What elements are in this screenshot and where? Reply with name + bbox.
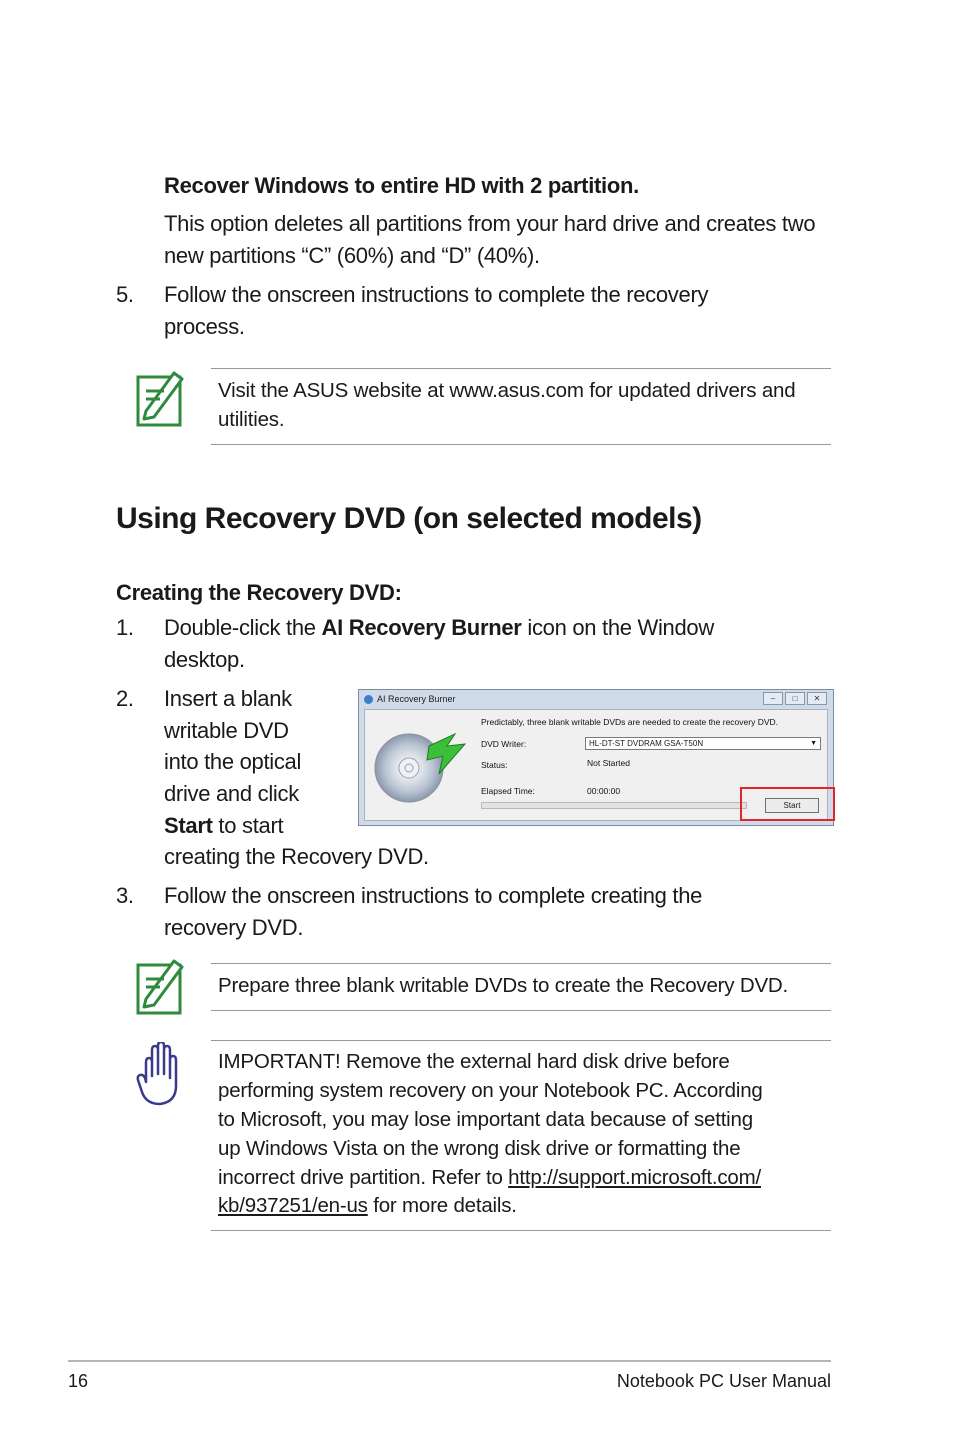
step-2-line-5 — [164, 810, 283, 842]
progress-bar — [481, 802, 747, 809]
note-2-text: Prepare three blank writable DVDs to create the Recovery DVD. — [218, 974, 789, 997]
elapsed-time-value: 00:00:00 — [587, 786, 621, 796]
important-line-6 — [218, 1191, 517, 1220]
step-2-text-after: to start — [212, 813, 284, 838]
dvd-disc-icon — [373, 720, 469, 808]
maximize-icon[interactable]: □ — [785, 692, 805, 705]
elapsed-time-label: Elapsed Time: — [481, 786, 535, 796]
step-1-text: Double-click the — [164, 615, 322, 640]
minimize-icon[interactable]: – — [763, 692, 783, 705]
step-2-line-4: drive and click — [164, 781, 299, 806]
note-1-line-2: utilities. — [218, 408, 285, 431]
important-line-2: performing system recovery on your Notebook PC. According — [218, 1079, 763, 1102]
step-2-line-6: creating the Recovery DVD. — [164, 844, 429, 869]
step-2-line-3: into the optical — [164, 749, 302, 774]
microsoft-support-link-continued[interactable]: kb/937251/en-us — [218, 1194, 368, 1217]
step-1-line-2: desktop. — [164, 647, 245, 672]
start-button-highlight — [740, 787, 835, 821]
step-1-line-1 — [164, 612, 714, 644]
option-description-line-2: new partitions “C” (60%) and “D” (40%). — [164, 243, 540, 268]
step-2-bold: Start — [164, 813, 213, 838]
step-2-line-1: Insert a blank — [164, 686, 292, 711]
status-value: Not Started — [587, 758, 630, 768]
important-bottom-rule — [211, 1230, 831, 1231]
important-line-3: to Microsoft, you may lose important data because of setting — [218, 1108, 753, 1131]
start-button[interactable]: Start — [765, 798, 819, 813]
step-3-line-2: recovery DVD. — [164, 915, 304, 940]
dvd-writer-select[interactable] — [585, 737, 821, 750]
subheading: Creating the Recovery DVD: — [116, 580, 402, 605]
step-5-line-1: Follow the onscreen instructions to complete the recovery — [164, 282, 709, 307]
section-title: Using Recovery DVD (on selected models) — [116, 502, 702, 535]
important-line-1: IMPORTANT! Remove the external hard disk drive before — [218, 1050, 730, 1073]
microsoft-support-link[interactable]: http://support.microsoft.com/ — [508, 1166, 761, 1189]
app-icon — [364, 695, 373, 704]
important-text-after: for more details. — [367, 1194, 517, 1217]
note-1-bottom-rule — [211, 444, 831, 445]
step-5-line-2: process. — [164, 314, 245, 339]
footer-rule — [68, 1360, 831, 1362]
close-icon[interactable]: ✕ — [807, 692, 827, 705]
note-pencil-icon — [136, 369, 184, 427]
manual-title: Notebook PC User Manual — [616, 1371, 831, 1391]
hand-icon — [136, 1042, 182, 1106]
dvd-requirement-message: Predictably, three blank writable DVDs are needed to create the recovery DVD. — [481, 717, 779, 727]
note-pencil-icon — [136, 957, 184, 1015]
note-2-bottom-rule — [211, 1010, 831, 1011]
step-1-number: 1. — [116, 615, 134, 640]
note-1-top-rule — [211, 368, 831, 369]
window-controls — [763, 692, 827, 705]
step-2-line-2: writable DVD — [164, 718, 289, 743]
step-2-number: 2. — [116, 686, 134, 711]
important-line-4: up Windows Vista on the wrong disk drive or formatting the — [218, 1137, 741, 1160]
step-1-text-after: icon on the Window — [521, 615, 714, 640]
note-2-top-rule — [211, 963, 831, 964]
important-text: incorrect drive partition. Refer to — [218, 1166, 509, 1189]
important-top-rule — [211, 1040, 831, 1041]
step-1-bold: AI Recovery Burner — [321, 615, 522, 640]
step-3-number: 3. — [116, 883, 134, 908]
step-3-line-1: Follow the onscreen instructions to complete creating the — [164, 883, 703, 908]
note-1-line-1: Visit the ASUS website at www.asus.com for updated drivers and — [218, 379, 796, 402]
step-5-number: 5. — [116, 282, 134, 307]
dvd-writer-value: HL-DT-ST DVDRAM GSA-T50N — [589, 739, 704, 748]
important-line-5 — [218, 1163, 761, 1192]
dvd-writer-label: DVD Writer: — [481, 739, 527, 749]
option-heading: Recover Windows to entire HD with 2 partition. — [164, 173, 639, 198]
page-number: 16 — [68, 1371, 89, 1391]
window-title: AI Recovery Burner — [377, 694, 456, 704]
chevron-down-icon: ▼ — [810, 740, 817, 747]
status-label: Status: — [481, 760, 508, 770]
option-description-line-1: This option deletes all partitions from your hard drive and creates two — [164, 211, 816, 236]
